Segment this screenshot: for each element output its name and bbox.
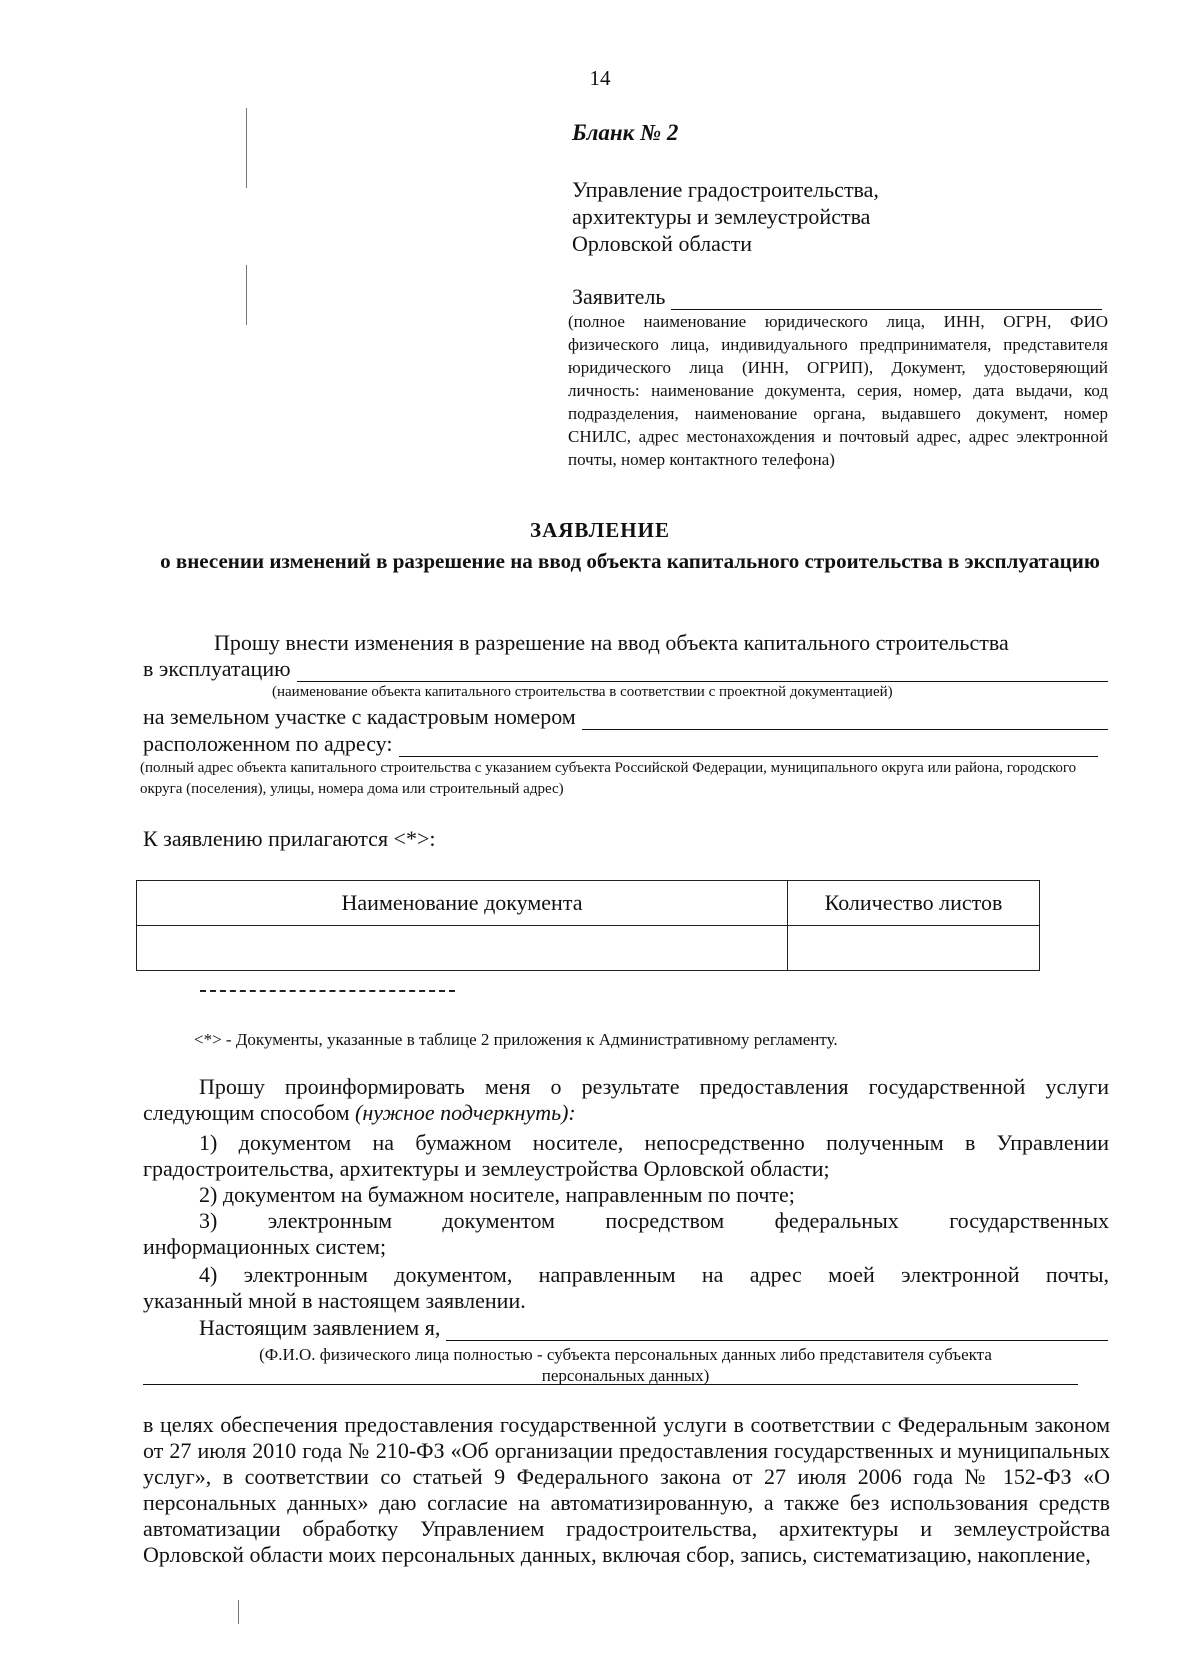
form-label: Бланк № 2 [572,120,679,145]
notify-option-1[interactable]: 1) документом на бумажном носителе, непосредственно полученным в Управлении [199,1130,1109,1155]
applicant-label: Заявитель [572,284,666,309]
consent-intro-row [199,1315,1108,1341]
applicant-field[interactable] [671,289,1102,310]
cadastral-row [143,704,1108,730]
document-heading: ЗАЯВЛЕНИЕ [530,518,670,542]
consent-text: в целях обеспечения предоставления государственной услуги в соответствии с Федеральным законом от 27 июля 2010 года № 210-ФЗ «Об организации предоставления государственных и муниципальных услуг», в соответствии со статьей 9 Федерального закона от 27 июля 2006 года № 152-ФЗ «О персональных данных» даю согласие на автоматизированную, а также без использования средств автоматизации обработку Управлением градостроительства, архитектуры и землеустройства Орловской области моих персональных данных, включая сбор, запись, систематизацию, накопление, [143,1412,1110,1567]
notify-option-4[interactable]: 4) электронным документом, направленным на адрес моей электронной почты, [199,1262,1109,1287]
full-name-field[interactable] [446,1322,1108,1341]
notify-option-2[interactable]: 2) документом на бумажном носителе, направленным по почте; [199,1182,795,1207]
attachments-table [136,880,1040,971]
address-row [143,731,1098,757]
notify-intro-line2 [143,1100,576,1126]
addressee-line: Управление градостроительства, [572,177,879,202]
addressee-block [572,176,879,257]
attachments-label: К заявлению прилагаются <*>: [143,826,436,851]
object-name-field[interactable] [297,663,1108,682]
notify-intro-line1: Прошу проинформировать меня о результате предоставления государственной услуги [199,1074,1109,1099]
object-name-row [143,656,1108,682]
addressee-line: архитектуры и землеустройства [572,204,871,229]
addressee-line: Орловской области [572,231,752,256]
table-row [137,926,1040,971]
applicant-row [572,284,1102,310]
sheet-count-cell[interactable] [788,926,1040,971]
notify-intro-text: следующим способом [143,1100,350,1125]
scan-margin-mark [246,265,247,325]
document-name-cell[interactable] [137,926,788,971]
applicant-note: (полное наименование юридического лица, ИНН, ОГРН, ФИО физического лица, индивидуального предпринимателя, представителя юридического лица (ИНН, ОГРИП), Документ, удостоверяющий личность: наименование документа, серия, номер, дата выдачи, код подразделения, наименование органа, выдавшего документ, номер СНИЛС, адрес местонахождения и почтовый адрес, адрес электронной почты, номер контактного телефона) [568,312,1108,469]
notify-option-4-cont: указанный мной в настоящем заявлении. [143,1288,526,1313]
address-label: расположенном по адресу: [143,731,393,756]
cadastral-number-field[interactable] [582,711,1108,730]
object-name-label: в эксплуатацию [143,656,291,681]
address-note: (полный адрес объекта капитального строительства с указанием субъекта Российской Федерации, муниципального округа или района, городского округа (поселения), улицы, номера дома или строительный адрес) [140,760,1077,797]
column-header-sheet-count: Количество листов [788,881,1040,926]
scan-margin-mark [238,1600,239,1624]
table-header-row [137,881,1040,926]
notify-option-1-cont: градостроительства, архитектуры и землеустройства Орловской области; [143,1156,830,1181]
document-subheading: о внесении изменений в разрешение на ввод объекта капитального строительства в эксплуатацию [160,549,1100,573]
scan-margin-mark [246,108,247,188]
notify-option-3-cont: информационных систем; [143,1234,387,1259]
full-name-note-line: (Ф.И.О. физического лица полностью - субъекта персональных данных либо представителя субъекта [259,1345,992,1364]
cadastral-label: на земельном участке с кадастровым номером [143,704,576,729]
notify-option-3[interactable]: 3) электронным документом посредством федеральных государственных [199,1208,1109,1233]
attachments-footnote: <*> - Документы, указанные в таблице 2 приложения к Административному регламенту. [194,1030,838,1049]
page-number: 14 [589,66,611,90]
full-name-continuation-field[interactable] [143,1384,1078,1385]
address-field[interactable] [399,738,1098,757]
full-name-note [143,1344,1108,1386]
column-header-document-name: Наименование документа [137,881,788,926]
request-line1: Прошу внести изменения в разрешение на ввод объекта капитального строительства [214,630,1009,655]
notify-intro-hint: (нужное подчеркнуть): [355,1100,576,1125]
object-name-note: (наименование объекта капитального строительства в соответствии с проектной документацией) [272,684,893,700]
footnote-separator [200,990,455,992]
consent-intro: Настоящим заявлением я, [199,1315,441,1340]
full-name-note-line: персональных данных) [541,1366,710,1385]
